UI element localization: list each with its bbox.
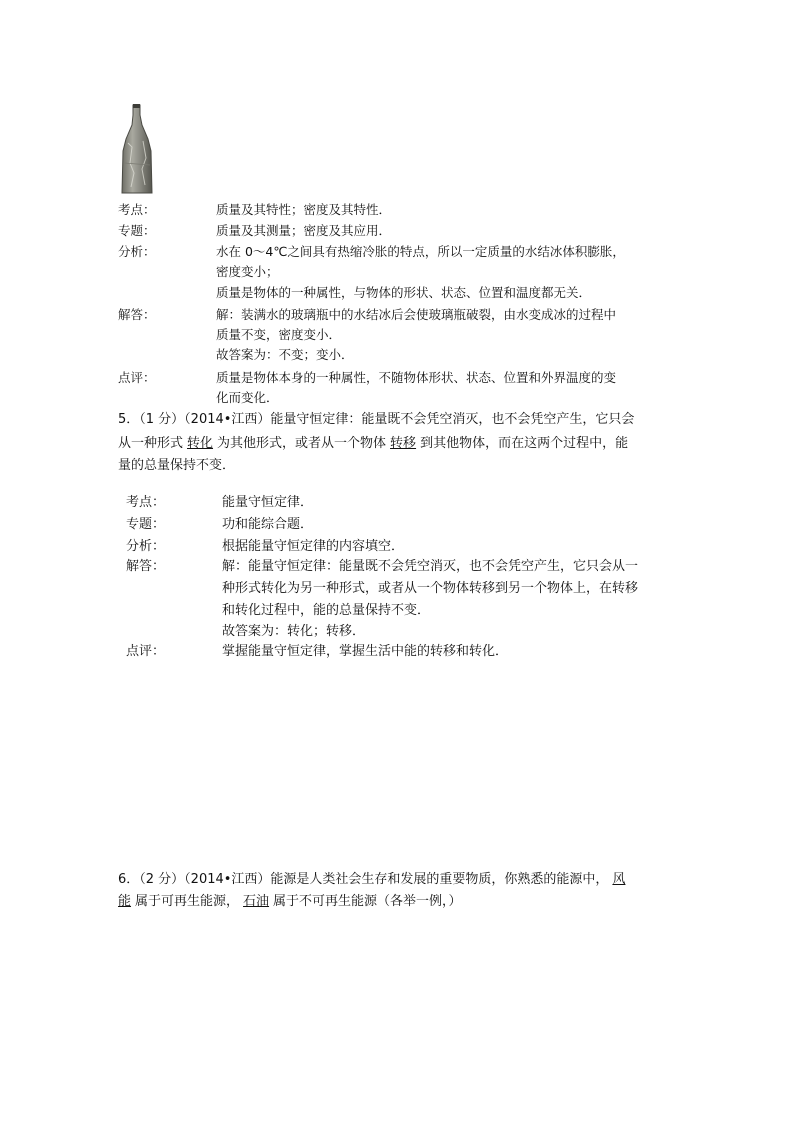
- kaodian-label: 考点：: [118, 202, 156, 217]
- jieda-line: 故答案为：转化；转移．: [222, 624, 366, 639]
- question-text: 属于可再生能源，: [135, 894, 240, 909]
- dianping-text: 掌握能量守恒定律，掌握生活中能的转移和转化．: [222, 644, 509, 659]
- zhuanti-text: 质量及其测量；密度及其应用．: [216, 223, 392, 238]
- fenxi-text: 根据能量守恒定律的内容填空．: [222, 539, 405, 554]
- zhuanti-label: 专题：: [118, 223, 156, 238]
- fenxi-label: 分析：: [118, 244, 156, 259]
- jieda-line: 解：装满水的玻璃瓶中的水结冰后会使玻璃瓶破裂，由水变成冰的过程中: [216, 307, 617, 322]
- kaodian-label: 考点：: [126, 495, 166, 510]
- dianping-label: 点评：: [126, 644, 166, 659]
- jieda-line: 种形式转化为另一种形式，或者从一个物体转移到另一个物体上，在转移: [222, 581, 639, 596]
- jieda-line: 质量不变，密度变小．: [216, 327, 342, 342]
- question-line: [118, 868, 629, 892]
- question-text: 从一种形式: [118, 436, 184, 451]
- dianping-label: 点评：: [118, 370, 156, 385]
- question-text: 属于不可再生能源（各举一例，）: [273, 894, 462, 909]
- jieda-label: 解答：: [126, 559, 166, 574]
- question-text: 为其他形式，或者从一个物体: [217, 436, 387, 451]
- answer-blank: 转移: [390, 436, 417, 451]
- jieda-line: 和转化过程中，能的总量保持不变．: [222, 603, 431, 618]
- fenxi-label: 分析：: [126, 539, 166, 554]
- zhuanti-text: 功和能综合题．: [222, 517, 314, 532]
- dianping-line: 质量是物体本身的一种属性，不随物体形状、状态、位置和外界温度的变: [216, 370, 617, 385]
- question-text: 到其他物体，而在这两个过程中，能: [420, 436, 629, 451]
- fenxi-line: 质量是物体的一种属性，与物体的形状、状态、位置和温度都无关．: [216, 285, 592, 300]
- answer-blank: 能: [118, 894, 132, 909]
- fenxi-line: 密度变小；: [216, 264, 279, 279]
- answer-blank: 石油: [243, 894, 270, 909]
- kaodian-text: 能量守恒定律．: [222, 495, 314, 510]
- answer-blank: 风: [612, 872, 626, 887]
- question-text: 6．（2 分）（2014•江西）能源是人类社会生存和发展的重要物质，你熟悉的能源中，: [118, 872, 609, 887]
- jieda-label: 解答：: [118, 307, 156, 322]
- answer-blank: 转化: [187, 436, 214, 451]
- glass-bottle-image: [118, 103, 156, 195]
- question-line: 量的总量保持不变．: [118, 458, 236, 473]
- jieda-line: 故答案为：不变；变小．: [216, 347, 354, 362]
- dianping-line: 化而变化．: [216, 390, 279, 405]
- kaodian-text: 质量及其特性；密度及其特性．: [216, 202, 392, 217]
- fenxi-line: 水在 0～4℃之间具有热缩冷胀的特点，所以一定质量的水结冰体积膨胀，: [216, 244, 625, 259]
- question-line: [118, 432, 628, 456]
- jieda-line: 解：能量守恒定律：能量既不会凭空消灭，也不会凭空产生，它只会从一: [222, 559, 639, 574]
- question-line: [118, 890, 462, 914]
- zhuanti-label: 专题：: [126, 517, 166, 532]
- question-line: 5．（1 分）（2014•江西）能量守恒定律：能量既不会凭空消灭，也不会凭空产生，它只会: [118, 412, 635, 427]
